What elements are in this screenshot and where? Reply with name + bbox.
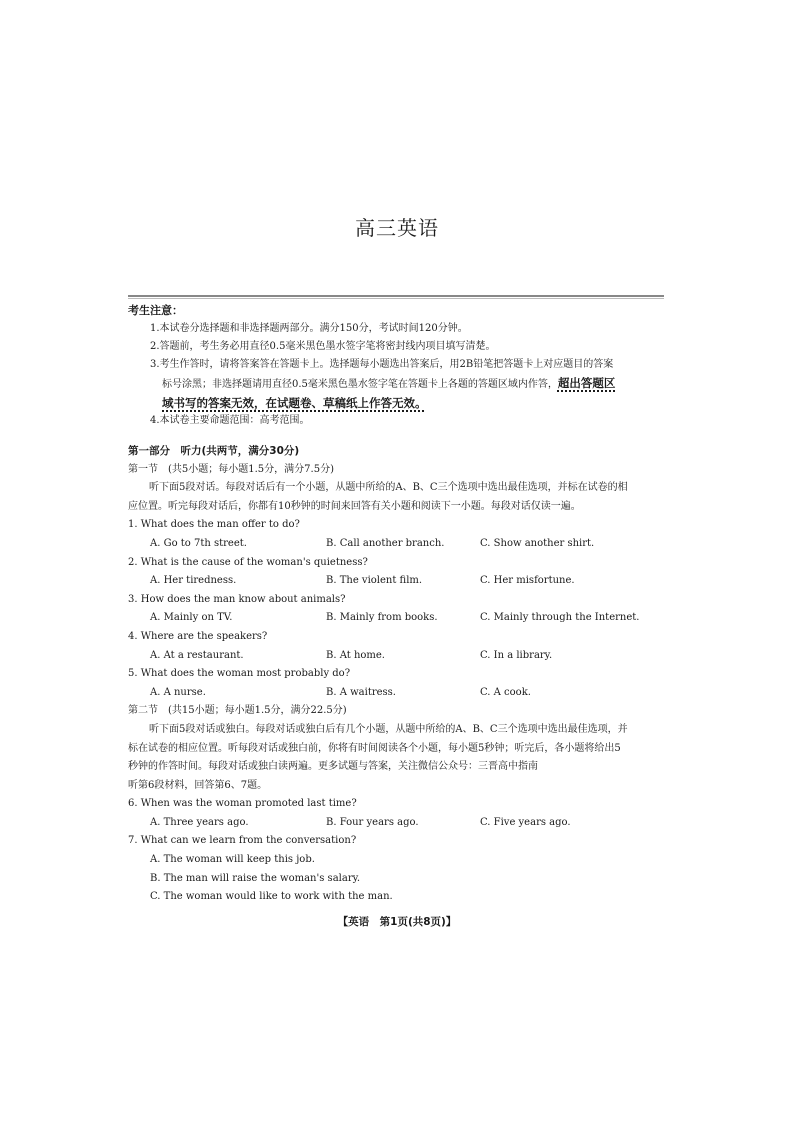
section-one-instructions: 听下面5段对话。每段对话后有一个小题，从题中所给的A、B、C三个选项中选出最佳选项，并标在试卷的相 <box>149 482 628 494</box>
option-b: B. The violent film. <box>326 575 423 587</box>
question-3-options <box>128 609 668 628</box>
option-a: A. At a restaurant. <box>150 649 244 661</box>
option-a: A. Mainly on TV. <box>150 612 233 624</box>
question-1-options <box>128 535 668 554</box>
section-two-instructions-2: 标在试卷的相应位置。听每段对话或独白前，你将有时间阅读各个小题，每小题5秒钟；听完后，各小题将给出5 <box>128 742 621 754</box>
divider <box>128 298 664 299</box>
notice-heading: 考生注意： <box>128 304 183 317</box>
question-6: 6. When was the woman promoted last time? <box>128 798 357 810</box>
part-heading: 第一部分 听力(共两节，满分30分) <box>128 445 300 457</box>
question-2: 2. What is the cause of the woman's quietness? <box>128 556 368 568</box>
notice-item-3-emphasis: 超出答题区 <box>557 376 616 390</box>
option-a: A. The woman will keep this job. <box>150 854 315 866</box>
notice-item-3-text: 标号涂黑；非选择题请用直径0.5毫米黑色墨水签字笔在答题卡上各题的答题区域内作答， <box>162 379 558 390</box>
option-b: B. Mainly from books. <box>326 612 438 624</box>
question-3: 3. How does the man know about animals? <box>128 593 346 605</box>
material-note: 听第6段材料，回答第6、7题。 <box>128 779 268 791</box>
option-b: B. At home. <box>326 649 385 661</box>
option-c: C. The woman would like to work with the man. <box>150 891 393 903</box>
question-1: 1. What does the man offer to do? <box>128 519 300 531</box>
part-one-listening <box>128 442 668 907</box>
notice-item-4: 4.本试卷主要命题范围：高考范围。 <box>150 415 310 426</box>
divider <box>128 295 664 297</box>
page-title: 高三英语 <box>355 216 439 240</box>
option-a: A. Three years ago. <box>150 816 249 828</box>
question-4: 4. Where are the speakers? <box>128 630 268 642</box>
notice-item-3-emphasis-line <box>128 394 668 412</box>
question-5: 5. What does the woman most probably do? <box>128 668 351 680</box>
question-6-options <box>128 814 668 833</box>
option-c: C. Her misfortune. <box>480 575 575 587</box>
exam-notice <box>128 302 668 430</box>
notice-item-3: 3.考生作答时，请将答案答在答题卡上。选择题每小题选出答案后，用2B铅笔把答题卡上对应题目的答案 <box>150 359 614 370</box>
option-c: C. Five years ago. <box>480 816 571 828</box>
option-b: B. A waitress. <box>326 686 396 698</box>
notice-item-2: 2.答题前，考生务必用直径0.5毫米黑色墨水签字笔将密封线内项目填写清楚。 <box>150 341 496 352</box>
notice-item-3-continued <box>128 374 668 394</box>
option-c: C. Show another shirt. <box>480 537 595 549</box>
page-footer: 【英语 第1页(共8页)】 <box>337 916 457 928</box>
section-one-instructions-2: 应位置。听完每段对话后，你都有10秒钟的时间来回答有关小题和阅读下一小题。每段对话仅读一遍。 <box>128 500 581 512</box>
section-two-instructions: 听下面5段对话或独白。每段对话或独白后有几个小题，从题中所给的A、B、C三个选项中选出最佳选项，并 <box>149 723 628 735</box>
option-b: B. Call another branch. <box>326 537 445 549</box>
option-c: C. A cook. <box>480 686 531 698</box>
section-two-heading: 第二节 (共15小题；每小题1.5分，满分22.5分) <box>128 705 347 717</box>
section-two-instructions-3: 秒钟的作答时间。每段对话或独白读两遍。更多试题与答案，关注微信公众号：三晋高中指南 <box>128 761 538 773</box>
section-one-heading: 第一节 (共5小题；每小题1.5分，满分7.5分) <box>128 463 334 475</box>
option-a: A. A nurse. <box>150 686 206 698</box>
option-c: C. In a library. <box>480 649 553 661</box>
option-a: A. Go to 7th street. <box>150 537 247 549</box>
notice-item-3-emphasis-2: 域书写的答案无效，在试题卷、草稿纸上作答无效。 <box>162 396 427 410</box>
question-7: 7. What can we learn from the conversation? <box>128 835 357 847</box>
option-a: A. Her tiredness. <box>150 575 237 587</box>
notice-item-1: 1.本试卷分选择题和非选择题两部分。满分150分，考试时间120分钟。 <box>150 323 468 334</box>
option-b: B. The man will raise the woman's salary. <box>150 872 361 884</box>
question-4-options <box>128 647 668 666</box>
question-5-options <box>128 684 668 703</box>
question-2-options <box>128 572 668 591</box>
option-c: C. Mainly through the Internet. <box>480 612 640 624</box>
option-b: B. Four years ago. <box>326 816 419 828</box>
